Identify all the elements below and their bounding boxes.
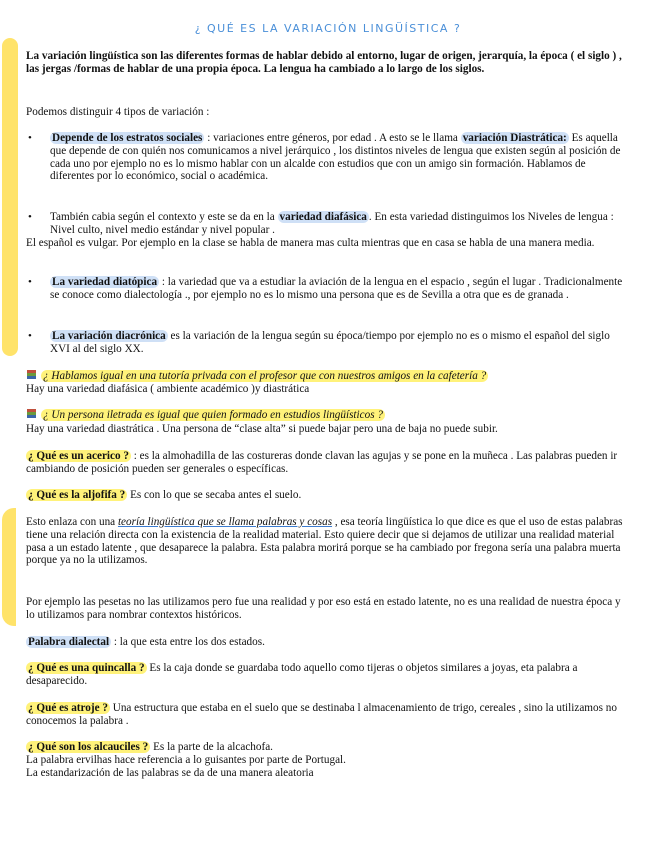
list-item	[28, 132, 630, 183]
distinguish-line: Podemos distinguir 4 tipos de variación :	[26, 106, 210, 118]
text: Es la caja donde se guardaba todo aquello como tijeras o objetos similares a joyas, eta palabra a desaparecido.	[26, 662, 578, 687]
definition-dialectal	[26, 636, 630, 649]
text: Una estructura que estaba en el suelo que se destinaba l almacenamiento de trigo, cereales , sino la utilizamos no conocemos la palabra .	[26, 702, 617, 727]
answer-1: Hay una variedad diafásica ( ambiente académico )y diastrática	[26, 383, 310, 395]
term: La variación diacrónica	[52, 330, 166, 342]
definition-aljofifa	[26, 489, 630, 502]
question-2	[26, 408, 630, 422]
question-1	[26, 369, 630, 383]
intro-text: La variación lingüística son las diferentes formas de hablar debido al entorno, lugar de origen, jerarquía, la época ( el siglo ) , las jergas /formas de hablar de una propia época. La lengua ha cambiado a lo largo de los siglos.	[26, 50, 622, 75]
text: Esto enlaza con una	[26, 516, 118, 528]
definition-acerico	[26, 450, 630, 476]
text: . En esta variedad distinguimos los Niveles de lengua : Nivel culto, nivel medio estándar y nivel popular .	[50, 211, 614, 236]
text: También cabia según el contexto y este se da en la	[50, 211, 278, 223]
text: , esa teoría lingüística lo que dice es que el uso de estas palabras tiene una relación directa con la existencia de la realidad material. Esto quiere decir que si dejamos de utilizar una realidad material pasa a un estado latente , que desaparece la palabra. Esta palabra morirá porque se ha cambiado por fregona sería una palabra muerta porque ya no la utilizamos.	[26, 516, 623, 567]
text: Es la parte de la alcachofa.	[150, 741, 273, 753]
term: ¿ Qué son los alcauciles ?	[28, 741, 149, 753]
term: Depende de los estratos sociales	[52, 132, 203, 144]
list-item	[28, 211, 630, 237]
text: : variaciones entre géneros, por edad . A esto se le llama	[204, 132, 461, 144]
bullet-icon: •	[28, 132, 32, 144]
definition-atroje	[26, 702, 630, 728]
list-item	[28, 276, 630, 302]
text: : es la almohadilla de las costureras donde clavan las agujas y se pone en la muñeca . Las palabras pueden ir cambiando de posición pueden ser generales o específicas.	[26, 450, 618, 475]
definition-quincalla	[26, 662, 630, 688]
term: ¿ Qué es la aljofifa ?	[28, 489, 126, 501]
list-item	[28, 330, 630, 356]
margin-highlight-top	[2, 38, 18, 356]
text: : la que esta entre los dos estados.	[111, 636, 265, 648]
text: : la variedad que va a estudiar la aviación de la lengua en el espacio , según el lugar . Tradicionalmente se conoce como dialectología ., por ejemplo no es lo mismo una persona que es de Sevilla a otra que es de granada .	[50, 276, 623, 301]
note-line: El español es vulgar. Por ejemplo en la clase se habla de manera mas culta mientras que en casa se habla de una manera media.	[26, 237, 595, 249]
margin-highlight-middle	[2, 508, 16, 626]
term: Palabra dialectal	[28, 636, 110, 648]
text: Es con lo que se secaba antes el suelo.	[127, 489, 302, 501]
question-text: ¿ Hablamos igual en una tutoría privada con el profesor que con nuestros amigos en la cafetería ?	[43, 370, 487, 382]
term: ¿ Qué es atroje ?	[28, 702, 108, 714]
term: La variedad diatópica	[52, 276, 158, 288]
text: La estandarización de las palabras se da de una manera aleatoria	[26, 766, 314, 779]
text: La palabra ervilhas hace referencia a lo guisantes por parte de Portugal.	[26, 753, 346, 766]
term: ¿ Qué es un acerico ?	[28, 450, 129, 462]
bullet-icon: •	[28, 330, 32, 342]
term: variación Diastrática:	[462, 132, 567, 144]
theory-name: teoría lingüística que se llama palabras y cosas	[117, 516, 333, 528]
text: Es aquella que depende de con quién nos comunicamos a nivel jerárquico , los distintos niveles de lengua que existen según al posición de cada uno por ejemplo no es lo mismo hablar con un alcalde con estudios que con un amigo sin formación. Hablamos de diferentes por lo económico, social o académica.	[50, 132, 621, 183]
answer-2: Hay una variedad diastrática . Una persona de “clase alta” si puede bajar pero una de baja no puede subir.	[26, 423, 498, 435]
term: variedad diafásica	[279, 211, 367, 223]
book-stack-icon	[26, 369, 37, 380]
bullet-icon: •	[28, 276, 32, 288]
definition-alcauciles	[26, 741, 630, 779]
intro-paragraph	[26, 50, 630, 76]
book-stack-icon	[26, 408, 37, 419]
pesetas-paragraph: Por ejemplo las pesetas no las utilizamos pero fue una realidad y por eso está en estado latente, no es una realidad de nuestra época y lo utilizamos para nombrar contextos históricos.	[26, 596, 621, 621]
question-text: ¿ Un persona iletrada es igual que quien formado en estudios lingüísticos ?	[43, 409, 383, 421]
page-title: ¿ QUÉ ES LA VARIACIÓN LINGÜÍSTICA ?	[194, 22, 462, 35]
term: ¿ Qué es una quincalla ?	[28, 662, 145, 674]
text: es la variación de la lengua según su época/tiempo por ejemplo no es o mismo el español del siglo XVI al del siglo XX.	[50, 330, 610, 355]
bullet-icon: •	[28, 211, 32, 223]
theory-paragraph	[26, 516, 630, 567]
